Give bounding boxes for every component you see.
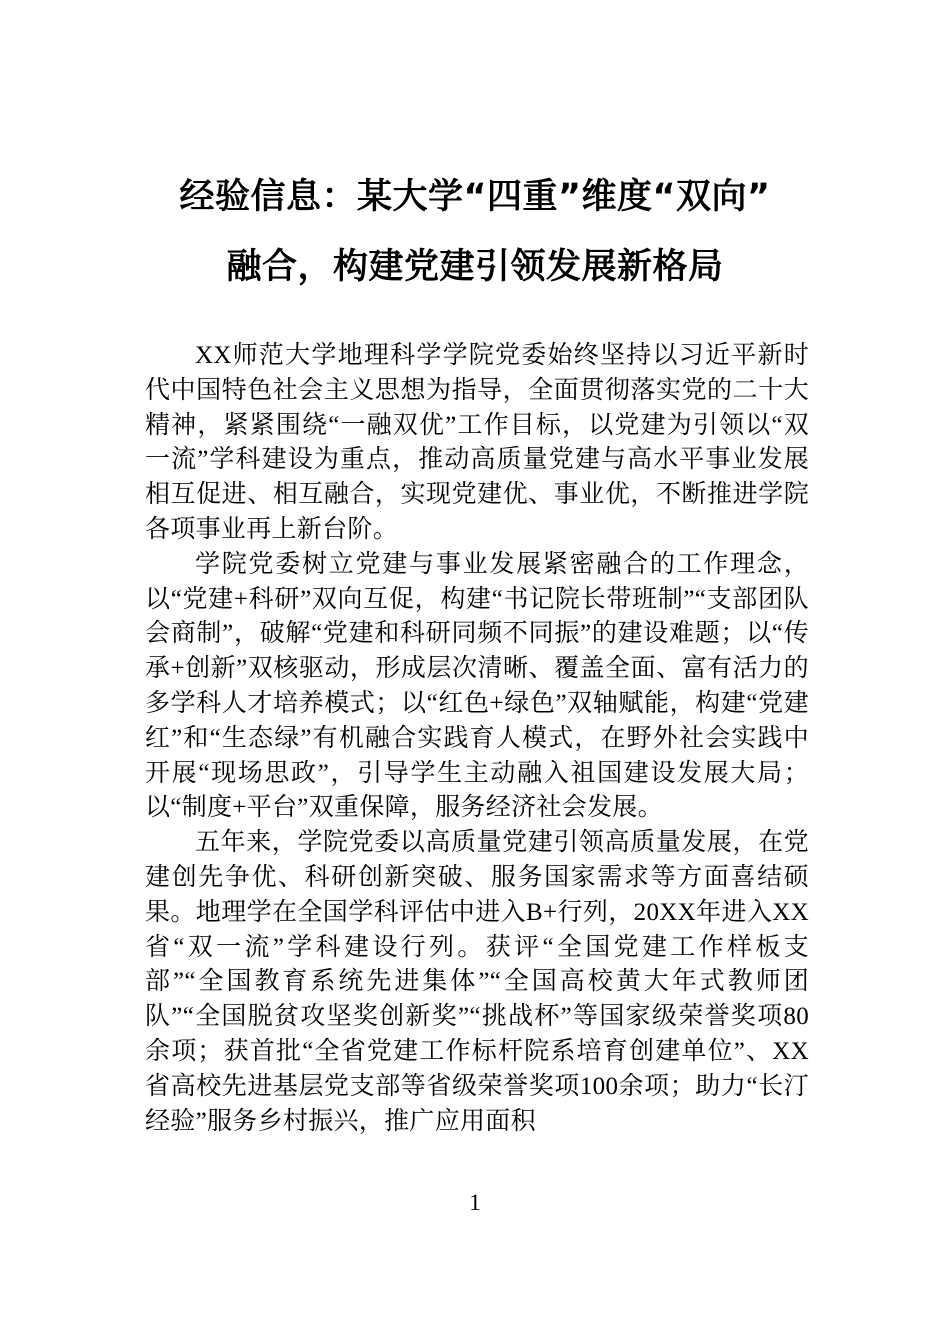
- document-title-line-2: 融合，构建党建引领发展新格局: [226, 247, 724, 287]
- paragraph-1: XX师范大学地理科学学院党委始终坚持以习近平新时代中国特色社会主义思想为指导，全面贯彻落实党的二十大精神，紧紧围绕“一融双优”工作目标，以党建为引领以“双一流”学科建设为重点，推动高质量党建与高水平事业发展相互促进、相互融合，实现党建优、事业优，不断推进学院各项事业再上新台阶。: [145, 342, 809, 543]
- paragraph-2: 学院党委树立党建与事业发展紧密融合的工作理念，以“党建+科研”双向互促，构建“书记院长带班制”“支部团队会商制”，破解“党建和科研同频不同振”的建设难题；以“传承+创新”双核驱动，形成层次清晰、覆盖全面、富有活力的多学科人才培养模式；以“红色+绿色”双轴赋能，构建“党建红”和“生态绿”有机融合实践育人模式，在野外社会实践中开展“现场思政”，引导学生主动融入祖国建设发展大局；以“制度+平台”双重保障，服务经济社会发展。: [145, 550, 809, 822]
- page-number: 1: [469, 1190, 481, 1215]
- document-body: [145, 339, 809, 1139]
- paragraph-3: 五年来，学院党委以高质量党建引领高质量发展，在党建创先争优、科研创新突破、服务国家需求等方面喜结硕果。地理学在全国学科评估中进入B+行列，20XX年进入XX省“双一流”学科建设行列。获评“全国党建工作样板支部”“全国教育系统先进集体”“全国高校黄大年式教师团队”“全国脱贫攻坚奖创新奖”“挑战杯”等国家级荣誉奖项80余项；获首批“全省党建工作标杆院系培育创建单位”、XX省高校先进基层党支部等省级荣誉奖项100余项；助力“长汀经验”服务乡村振兴，推广应用面积: [145, 829, 809, 1135]
- document-title-line-1: 经验信息：某大学“四重”维度“双向”: [179, 177, 771, 217]
